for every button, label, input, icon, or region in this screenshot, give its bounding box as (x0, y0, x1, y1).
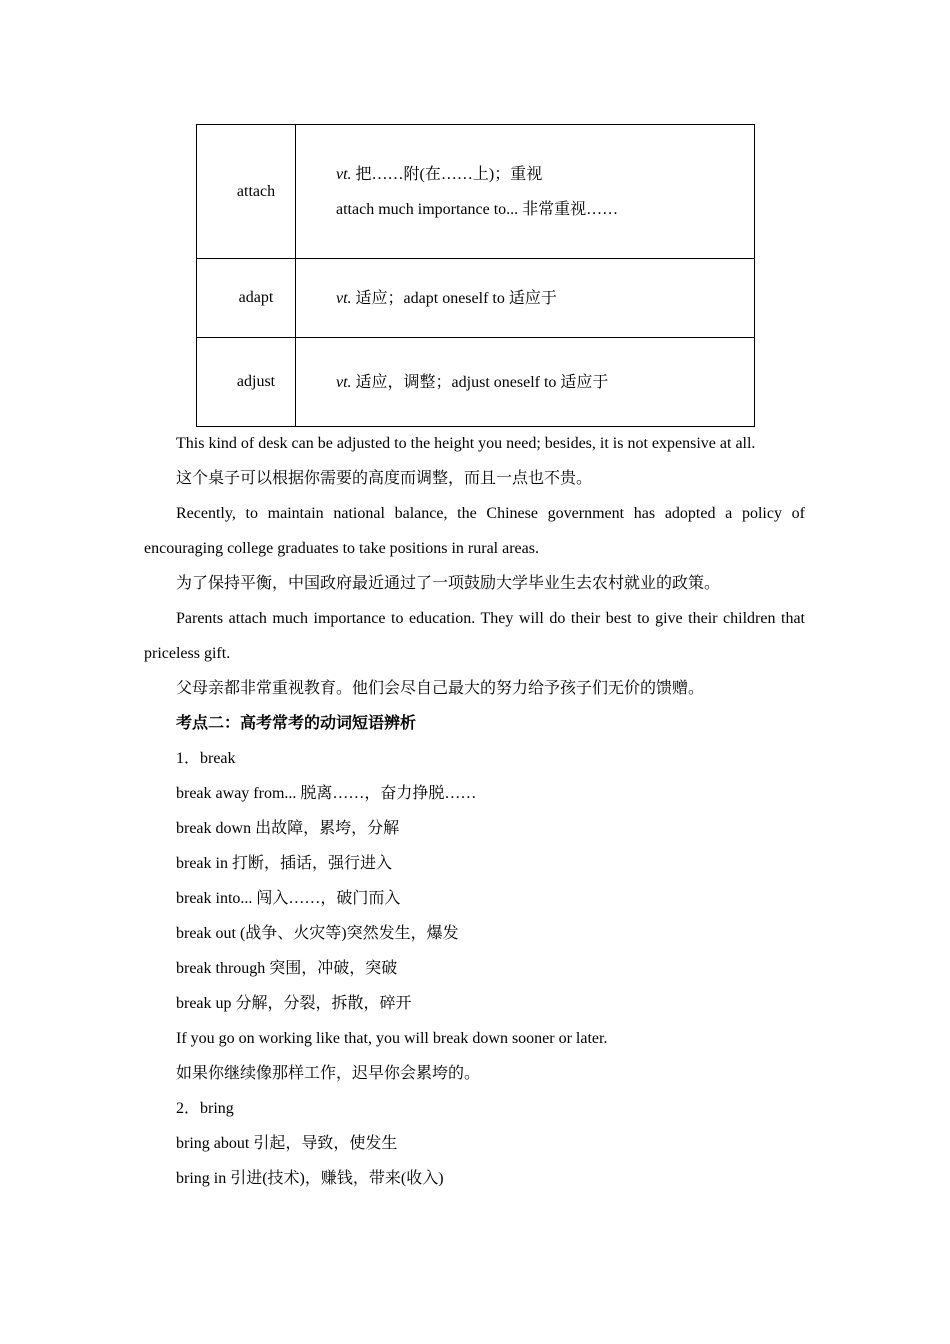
definition-text: 适应，调整；adjust oneself to 适应于 (351, 373, 609, 391)
definition-line (336, 365, 754, 400)
vocab-word: adapt (197, 259, 296, 338)
list-item: break in 打断，插话，强行进入 (176, 855, 392, 872)
definition-line (336, 157, 754, 192)
part-of-speech: vt. (336, 165, 352, 183)
definition-text: 适应；adapt oneself to 适应于 (351, 289, 557, 307)
list-item: bring in 引进(技术)，赚钱，带来(收入) (176, 1170, 444, 1187)
list-item: break through 突围，冲破，突破 (176, 960, 398, 977)
list-item: break out (战争、火灾等)突然发生，爆发 (176, 925, 459, 942)
example-sentence-zh: 父母亲都非常重视教育。他们会尽自己最大的努力给予孩子们无价的馈赠。 (176, 680, 705, 697)
list-item: break down 出故障，累垮，分解 (176, 820, 400, 837)
list-item: break up 分解，分裂，拆散，碎开 (176, 995, 412, 1012)
example-sentence-en: Recently, to maintain national balance, the Chinese government has adopted a policy of encouraging college graduates to take positions in rural areas. (144, 505, 805, 557)
definition-text: attach much importance to... 非常重视…… (336, 200, 619, 218)
list-item: break away from... 脱离……，奋力挣脱…… (176, 785, 477, 802)
vocab-definition (296, 259, 755, 338)
vocab-row-attach (197, 125, 755, 259)
definition-line (336, 192, 754, 227)
definition-line (336, 281, 754, 316)
list-item: 如果你继续像那样工作，迟早你会累垮的。 (176, 1065, 481, 1082)
part-of-speech: vt. (336, 289, 352, 307)
list-item: 2．bring (176, 1100, 234, 1117)
example-sentence-zh: 这个桌子可以根据你需要的高度而调整，而且一点也不贵。 (176, 470, 593, 487)
vocab-row-adjust (197, 338, 755, 427)
list-item: If you go on working like that, you will break down sooner or later. (176, 1030, 608, 1047)
vocab-definition (296, 125, 755, 259)
list-item: bring about 引起，导致，使发生 (176, 1135, 398, 1152)
vocab-word: adjust (197, 338, 296, 427)
list-item: break into... 闯入……，破门而入 (176, 890, 401, 907)
example-sentence-zh: 为了保持平衡，中国政府最近通过了一项鼓励大学毕业生去农村就业的政策。 (176, 575, 721, 592)
example-sentence-en: Parents attach much importance to education. They will do their best to give their children that priceless gift. (144, 610, 805, 662)
vocab-word: attach (197, 125, 296, 259)
vocab-row-adapt (197, 259, 755, 338)
list-item: 1．break (176, 750, 236, 767)
section-heading: 考点二：高考常考的动词短语辨析 (176, 715, 417, 732)
document-body (144, 426, 805, 1196)
definition-text: 把……附(在……上)；重视 (351, 165, 543, 183)
vocabulary-table (196, 124, 755, 427)
example-sentence-en: This kind of desk can be adjusted to the height you need; besides, it is not expensive at all. (176, 435, 756, 452)
part-of-speech: vt. (336, 373, 352, 391)
vocab-definition (296, 338, 755, 427)
